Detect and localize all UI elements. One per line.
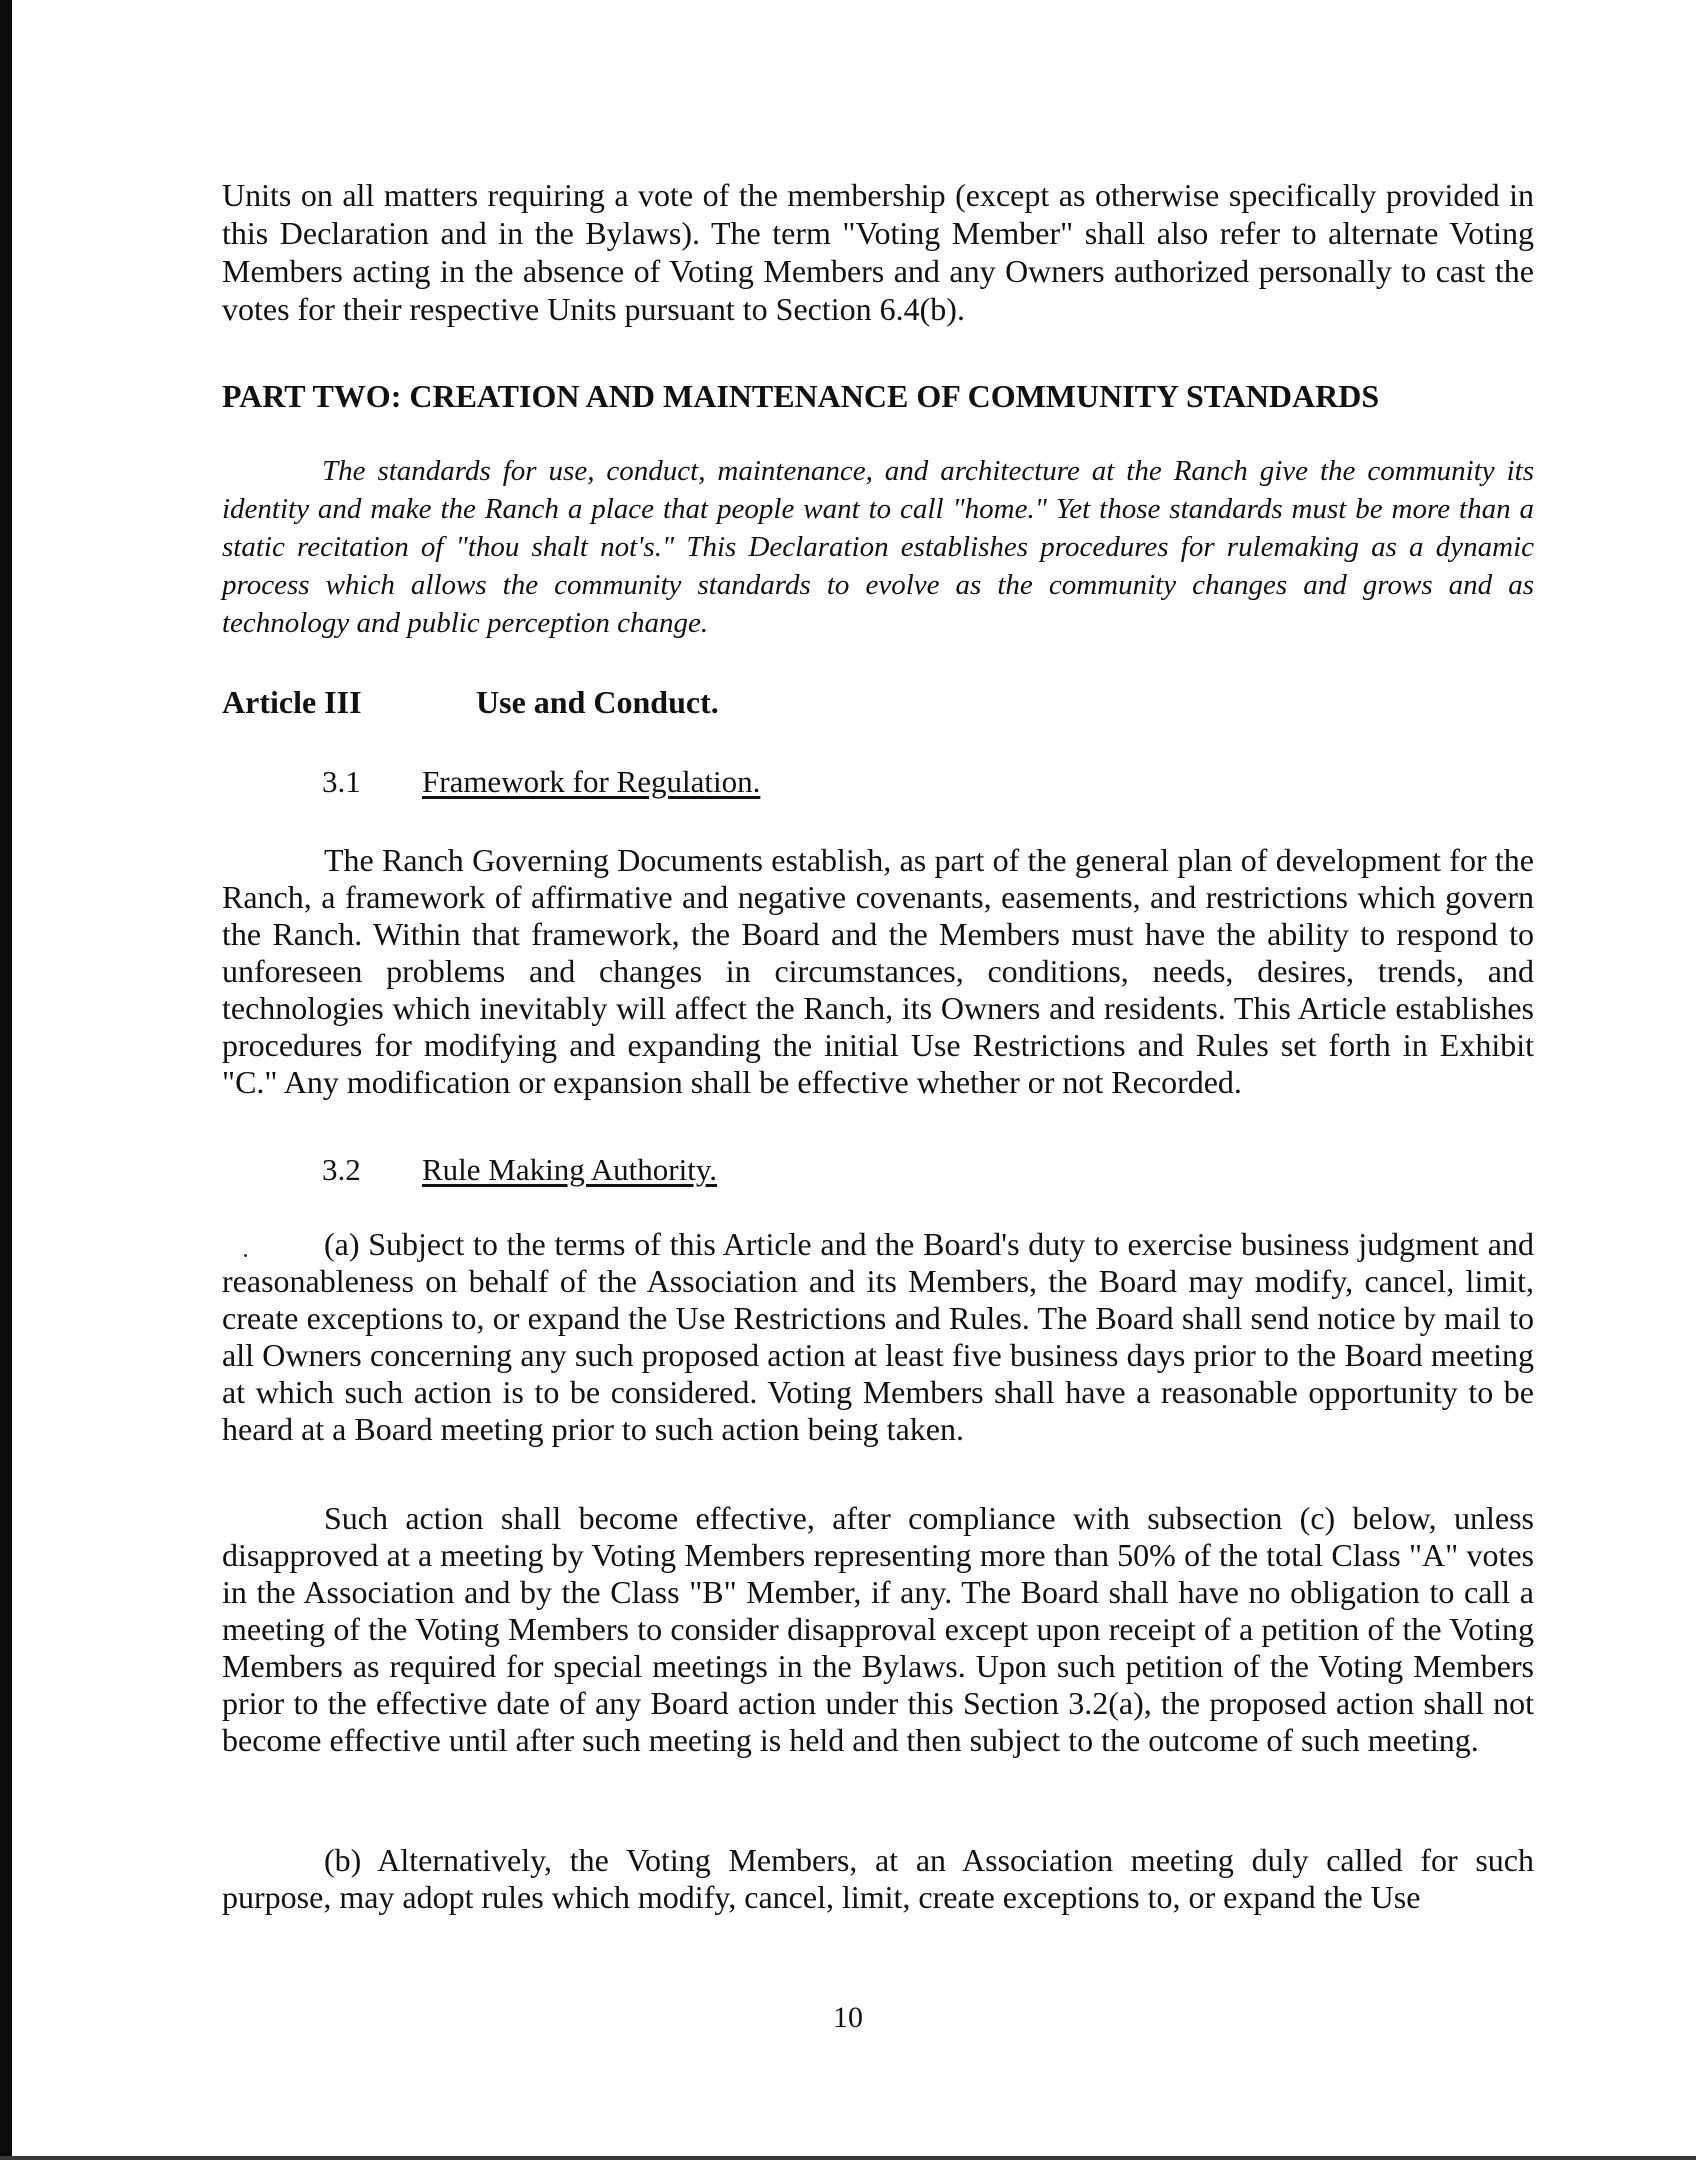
section-3-1-heading bbox=[322, 762, 760, 802]
part-heading: PART TWO: CREATION AND MAINTENANCE OF COMMUNITY STANDARDS bbox=[222, 378, 1380, 414]
section-3-1-title: Framework for Regulation. bbox=[422, 764, 761, 799]
page-number: 10 bbox=[833, 2001, 863, 2034]
section-3-1-number: 3.1 bbox=[322, 764, 361, 799]
section-3-2-para-a: (a) Subject to the terms of this Article and the Board's duty to exercise business judgment and reasonableness on behalf of the Association and its Members, the Board may modify, cancel, limit, create exceptions to, or expand the Use Restrictions and Rules. The Board shall send notice by mail to all Owners concerning any such proposed action at least five business days prior to the Board meeting at which such action is to be considered. Voting Members shall have a reasonable opportunity to be heard at a Board meeting prior to such action being taken. bbox=[222, 1226, 1534, 1447]
article-label: Article III bbox=[222, 684, 362, 720]
section-3-2-para-effective: Such action shall become effective, after compliance with subsection (c) below, unless disapproved at a meeting by Voting Members representing more than 50% of the total Class "A" votes in the Association and by the Class "B" Member, if any. The Board shall have no obligation to call a meeting of the Voting Members to consider disapproval except upon receipt of a petition of the Voting Members as required for special meetings in the Bylaws. Upon such petition of the Voting Members prior to the effective date of any Board action under this Section 3.2(a), the proposed action shall not become effective until after such meeting is held and then subject to the outcome of such meeting. bbox=[222, 1500, 1534, 1758]
section-3-2-number: 3.2 bbox=[322, 1152, 361, 1187]
section-3-1-body: The Ranch Governing Documents establish, as part of the general plan of development for the Ranch, a framework of affirmative and negative covenants, easements, and restrictions which govern the Ranch. Within that framework, the Board and the Members must have the ability to respond to unforeseen problems and changes in circumstances, conditions, needs, desires, trends, and technologies which inevitably will affect the Ranch, its Owners and residents. This Article establishes procedures for modifying and expanding the initial Use Restrictions and Rules set forth in Exhibit "C." Any modification or expansion shall be effective whether or not Recorded. bbox=[222, 842, 1534, 1100]
opening-paragraph-container bbox=[222, 176, 1534, 328]
scan-bottom-edge bbox=[0, 2156, 1696, 2160]
article-heading bbox=[222, 682, 1534, 722]
section-3-2-heading bbox=[322, 1150, 717, 1190]
opening-paragraph: Units on all matters requiring a vote of the membership (except as otherwise specifically provided in this Declaration and in the Bylaws). The term "Voting Member" shall also refer to alternate Voting Members acting in the absence of Voting Members and any Owners authorized personally to cast the votes for their respective Units pursuant to Section 6.4(b). bbox=[222, 177, 1534, 327]
section-3-2-title: Rule Making Authority. bbox=[422, 1152, 718, 1187]
part-intro: The standards for use, conduct, maintenance, and architecture at the Ranch give the community its identity and make the Ranch a place that people want to call "home." Yet those standards must be more than a static recitation of "thou shalt not's." This Declaration establishes procedures for rulemaking as a dynamic process which allows the community standards to evolve as the community changes and grows and as technology and public perception change. bbox=[222, 455, 1534, 639]
section-3-2-para-b: (b) Alternatively, the Voting Members, at an Association meeting duly called for such purpose, may adopt rules which modify, cancel, limit, create exceptions to, or expand the Use bbox=[222, 1842, 1534, 1915]
article-title: Use and Conduct. bbox=[476, 684, 719, 720]
scan-left-edge bbox=[0, 0, 12, 2160]
